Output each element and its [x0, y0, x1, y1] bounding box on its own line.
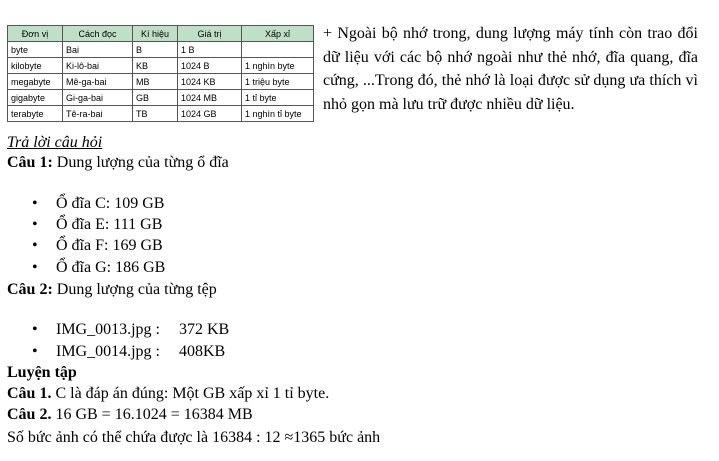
header-reading: Cách đọc — [63, 26, 133, 42]
practice-c1-line — [7, 384, 329, 404]
practice-heading: Luyện tập — [7, 364, 77, 381]
header-symbol: Kí hiệu — [133, 26, 178, 42]
table-cell: kilobyte — [8, 58, 63, 74]
q1-text: Dung lượng của từng ổ đĩa — [52, 154, 229, 171]
table-cell: 1024 KB — [178, 74, 242, 90]
table-cell: KB — [133, 58, 178, 74]
table-cell: Mê-ga-bai — [63, 74, 133, 90]
q2-text: Dung lượng của từng tệp — [52, 281, 217, 298]
table-header-row — [8, 26, 314, 42]
table-row — [8, 90, 314, 106]
table-row — [8, 58, 314, 74]
file-size: 372 KB — [179, 321, 230, 338]
table-cell: 1 B — [178, 42, 242, 58]
table-row — [8, 42, 314, 58]
table-cell: 1024 GB — [178, 106, 242, 122]
table-cell: 1 nghìn tỉ byte — [242, 106, 314, 122]
table-cell: 1024 MB — [178, 90, 242, 106]
table-cell: GB — [133, 90, 178, 106]
file-name: IMG_0013.jpg : — [56, 321, 160, 338]
drive-size: Ổ đĩa F: 169 GB — [56, 237, 163, 254]
header-unit: Đơn vị — [8, 26, 63, 42]
table-cell: Bai — [63, 42, 133, 58]
practice-c1-label: Câu 1. — [7, 385, 52, 402]
storage-units-table — [7, 25, 314, 122]
practice-c2-text: 16 GB = 16.1024 = 16384 MB — [51, 406, 253, 423]
file-size: 408KB — [179, 343, 226, 360]
table-cell: B — [133, 42, 178, 58]
bullet-icon: • — [32, 343, 38, 360]
table-cell: Tê-ra-bai — [63, 106, 133, 122]
practice-c2-line — [7, 405, 253, 425]
table-cell: 1 tỉ byte — [242, 90, 314, 106]
answers-heading: Trả lời câu hỏi — [7, 134, 103, 151]
header-approx: Xấp xỉ — [242, 26, 314, 42]
table-cell: Ki-lô-bai — [63, 58, 133, 74]
q2-label: Câu 2: — [7, 281, 53, 298]
drive-size: Ổ đĩa C: 109 GB — [56, 195, 165, 212]
table-cell: terabyte — [8, 106, 63, 122]
practice-conclusion: Số bức ảnh có thể chứa được là 16384 : 12 ≈1365 bức ảnh — [7, 429, 381, 446]
table-cell: 1 nghìn byte — [242, 58, 314, 74]
table-cell: 1024 B — [178, 58, 242, 74]
intro-paragraph: + Ngoài bộ nhớ trong, dung lượng máy tính còn trao đổi dữ liệu với các bộ nhớ ngoài như thẻ nhớ, đĩa quang, đĩa cứng, ...Trong đó, thẻ nhớ là loại được sử dụng ưa thích vì nhỏ gọn mà lưu trữ được nhiều dữ liệu. — [323, 25, 698, 113]
table-cell: gigabyte — [8, 90, 63, 106]
table-row — [8, 74, 314, 90]
practice-c1-text: C là đáp án đúng: Một GB xấp xỉ 1 tỉ byte. — [51, 385, 330, 402]
header-value: Giá trị — [178, 26, 242, 42]
table-cell: MB — [133, 74, 178, 90]
table-cell: megabyte — [8, 74, 63, 90]
q1-label: Câu 1: — [7, 154, 53, 171]
bullet-icon: • — [32, 321, 38, 338]
drive-size: Ổ đĩa G: 186 GB — [56, 259, 166, 276]
practice-c2-label: Câu 2. — [7, 406, 52, 423]
table-row — [8, 106, 314, 122]
table-cell: Gi-ga-bai — [63, 90, 133, 106]
file-name: IMG_0014.jpg : — [56, 343, 160, 360]
table-cell: byte — [8, 42, 63, 58]
bullet-icon: • — [32, 195, 38, 212]
drive-size: Ổ đĩa E: 111 GB — [56, 216, 163, 233]
table-cell: 1 triệu byte — [242, 74, 314, 90]
q1-line — [7, 153, 229, 173]
bullet-icon: • — [32, 237, 38, 254]
q2-line — [7, 280, 217, 300]
bullet-icon: • — [32, 259, 38, 276]
table-cell: TB — [133, 106, 178, 122]
table-cell — [242, 42, 314, 58]
bullet-icon: • — [32, 216, 38, 233]
